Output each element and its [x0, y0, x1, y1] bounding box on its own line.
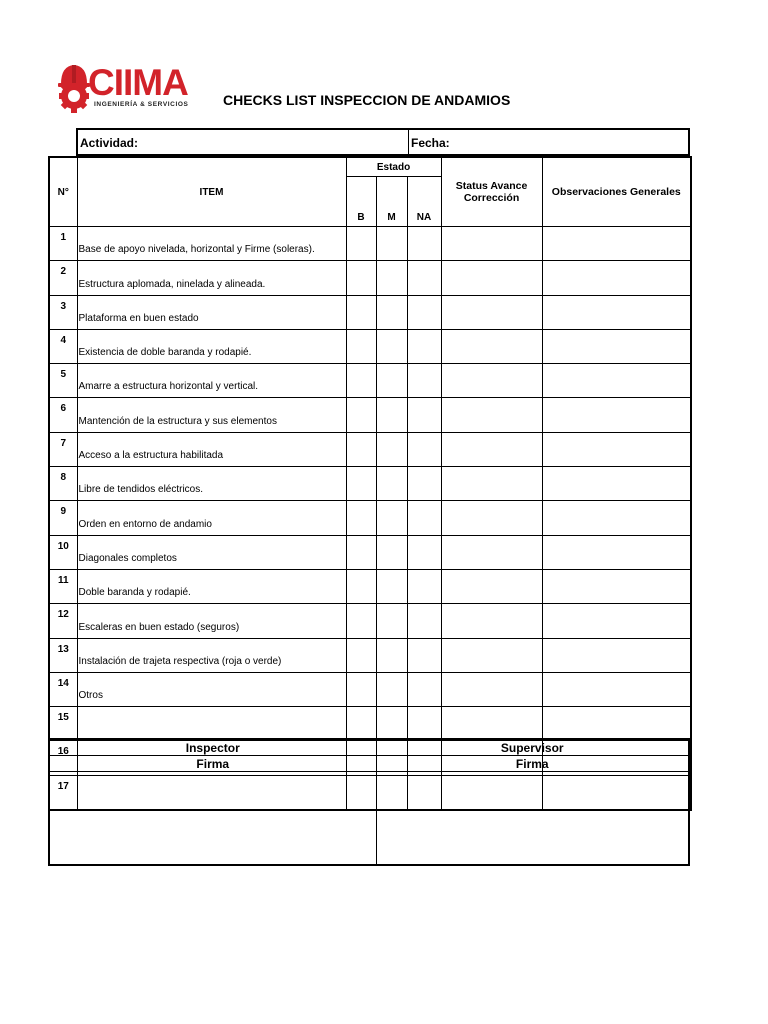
check-b-cell[interactable] [346, 432, 376, 466]
table-row [49, 227, 691, 261]
check-m-cell[interactable] [376, 398, 407, 432]
check-m-cell[interactable] [376, 501, 407, 535]
table-row [49, 364, 691, 398]
observaciones-cell[interactable] [542, 638, 691, 672]
row-item: Base de apoyo nivelada, horizontal y Firme (soleras). [77, 227, 346, 261]
actividad-field[interactable] [78, 130, 409, 154]
check-na-cell[interactable] [407, 432, 441, 466]
inspector-label: Inspector [49, 739, 376, 756]
table-row [49, 535, 691, 569]
check-na-cell[interactable] [407, 227, 441, 261]
observaciones-cell[interactable] [542, 467, 691, 501]
row-item: Diagonales completos [77, 535, 346, 569]
row-item: Mantención de la estructura y sus elementos [77, 398, 346, 432]
header-b: B [346, 177, 376, 227]
check-b-cell[interactable] [346, 501, 376, 535]
check-b-cell[interactable] [346, 604, 376, 638]
activity-date-box [76, 128, 690, 156]
status-cell[interactable] [441, 672, 542, 706]
checklist-table [48, 156, 692, 811]
row-number: 17 [49, 775, 77, 810]
row-item: Orden en entorno de andamio [77, 501, 346, 535]
header-item: ITEM [77, 157, 346, 227]
check-b-cell[interactable] [346, 569, 376, 603]
observaciones-cell[interactable] [542, 604, 691, 638]
row-item: Otros [77, 672, 346, 706]
status-cell[interactable] [441, 432, 542, 466]
row-item: Estructura aplomada, ninelada y alineada. [77, 261, 346, 295]
row-number: 13 [49, 638, 77, 672]
check-na-cell[interactable] [407, 672, 441, 706]
document-title: CHECKS LIST INSPECCION DE ANDAMIOS [223, 92, 511, 108]
row-number: 7 [49, 432, 77, 466]
observaciones-cell[interactable] [542, 501, 691, 535]
supervisor-firma-label: Firma [376, 756, 689, 772]
status-cell[interactable] [441, 329, 542, 363]
row-item: Plataforma en buen estado [77, 295, 346, 329]
table-row [49, 604, 691, 638]
check-m-cell[interactable] [376, 329, 407, 363]
check-na-cell[interactable] [407, 398, 441, 432]
observaciones-cell[interactable] [542, 535, 691, 569]
fecha-field[interactable] [409, 130, 688, 154]
status-cell[interactable] [441, 501, 542, 535]
table-row [49, 398, 691, 432]
status-cell[interactable] [441, 638, 542, 672]
check-na-cell[interactable] [407, 329, 441, 363]
status-cell[interactable] [441, 707, 542, 741]
status-cell[interactable] [441, 364, 542, 398]
check-m-cell[interactable] [376, 261, 407, 295]
check-b-cell[interactable] [346, 672, 376, 706]
row-number: 11 [49, 569, 77, 603]
check-m-cell[interactable] [376, 467, 407, 501]
observaciones-cell[interactable] [542, 295, 691, 329]
check-m-cell[interactable] [376, 707, 407, 741]
table-row [49, 329, 691, 363]
table-row [49, 432, 691, 466]
check-m-cell[interactable] [376, 569, 407, 603]
check-na-cell[interactable] [407, 501, 441, 535]
status-cell[interactable] [441, 535, 542, 569]
table-row [49, 261, 691, 295]
header-number: N° [49, 157, 77, 227]
row-number: 12 [49, 604, 77, 638]
observaciones-cell[interactable] [542, 364, 691, 398]
status-cell[interactable] [441, 569, 542, 603]
check-na-cell[interactable] [407, 364, 441, 398]
observaciones-cell[interactable] [542, 569, 691, 603]
row-number: 16 [49, 741, 77, 775]
table-row [49, 672, 691, 706]
observaciones-cell[interactable] [542, 398, 691, 432]
table-row [49, 569, 691, 603]
check-b-cell[interactable] [346, 535, 376, 569]
status-cell[interactable] [441, 295, 542, 329]
check-b-cell[interactable] [346, 364, 376, 398]
observaciones-cell[interactable] [542, 432, 691, 466]
fecha-label: Fecha: [411, 136, 450, 150]
hard-hat-gear-icon [58, 62, 92, 116]
row-number: 9 [49, 501, 77, 535]
status-cell[interactable] [441, 398, 542, 432]
row-item [77, 707, 346, 741]
check-m-cell[interactable] [376, 227, 407, 261]
observaciones-cell[interactable] [542, 227, 691, 261]
actividad-label: Actividad: [80, 136, 139, 150]
row-item: Libre de tendidos eléctricos. [77, 467, 346, 501]
check-b-cell[interactable] [346, 707, 376, 741]
header-observaciones: Observaciones Generales [542, 157, 691, 227]
check-m-cell[interactable] [376, 535, 407, 569]
row-number: 5 [49, 364, 77, 398]
check-b-cell[interactable] [346, 329, 376, 363]
check-b-cell[interactable] [346, 398, 376, 432]
row-item: Acceso a la estructura habilitada [77, 432, 346, 466]
check-na-cell[interactable] [407, 604, 441, 638]
row-item: Escaleras en buen estado (seguros) [77, 604, 346, 638]
row-item: Instalación de trajeta respectiva (roja o verde) [77, 638, 346, 672]
row-number: 6 [49, 398, 77, 432]
check-na-cell[interactable] [407, 569, 441, 603]
observaciones-cell[interactable] [542, 261, 691, 295]
check-m-cell[interactable] [376, 638, 407, 672]
check-m-cell[interactable] [376, 672, 407, 706]
check-na-cell[interactable] [407, 707, 441, 741]
supervisor-signature-area[interactable] [376, 772, 689, 866]
table-row [49, 295, 691, 329]
row-number: 4 [49, 329, 77, 363]
check-na-cell[interactable] [407, 638, 441, 672]
table-row [49, 638, 691, 672]
check-m-cell[interactable] [376, 432, 407, 466]
status-cell[interactable] [441, 261, 542, 295]
table-row [49, 467, 691, 501]
check-b-cell[interactable] [346, 638, 376, 672]
check-m-cell[interactable] [376, 364, 407, 398]
status-cell[interactable] [441, 604, 542, 638]
header-status: Status Avance Corrección [441, 157, 542, 227]
row-number: 8 [49, 467, 77, 501]
row-item: Existencia de doble baranda y rodapié. [77, 329, 346, 363]
row-number: 2 [49, 261, 77, 295]
check-b-cell[interactable] [346, 467, 376, 501]
check-b-cell[interactable] [346, 261, 376, 295]
check-na-cell[interactable] [407, 535, 441, 569]
status-cell[interactable] [441, 467, 542, 501]
header-estado: Estado [346, 157, 441, 177]
supervisor-label: Supervisor [376, 739, 689, 756]
signature-table [48, 738, 690, 866]
row-number: 15 [49, 707, 77, 741]
status-cell[interactable] [441, 227, 542, 261]
check-na-cell[interactable] [407, 467, 441, 501]
check-na-cell[interactable] [407, 261, 441, 295]
row-number: 14 [49, 672, 77, 706]
table-row [49, 501, 691, 535]
logo-tagline: INGENIERÍA & SERVICIOS [94, 101, 189, 108]
observaciones-cell[interactable] [542, 707, 691, 741]
row-number: 1 [49, 227, 77, 261]
row-item: Doble baranda y rodapié. [77, 569, 346, 603]
row-item: Amarre a estructura horizontal y vertical. [77, 364, 346, 398]
company-logo [58, 62, 188, 116]
inspector-firma-label: Firma [49, 756, 376, 772]
table-row [49, 707, 691, 741]
logo-brand-text: CIIMA [88, 62, 188, 103]
check-m-cell[interactable] [376, 604, 407, 638]
check-b-cell[interactable] [346, 227, 376, 261]
row-number: 10 [49, 535, 77, 569]
check-na-cell[interactable] [407, 295, 441, 329]
header-m: M [376, 177, 407, 227]
check-b-cell[interactable] [346, 295, 376, 329]
observaciones-cell[interactable] [542, 329, 691, 363]
observaciones-cell[interactable] [542, 672, 691, 706]
header-na: NA [407, 177, 441, 227]
check-m-cell[interactable] [376, 295, 407, 329]
inspector-signature-area[interactable] [49, 772, 376, 866]
row-number: 3 [49, 295, 77, 329]
